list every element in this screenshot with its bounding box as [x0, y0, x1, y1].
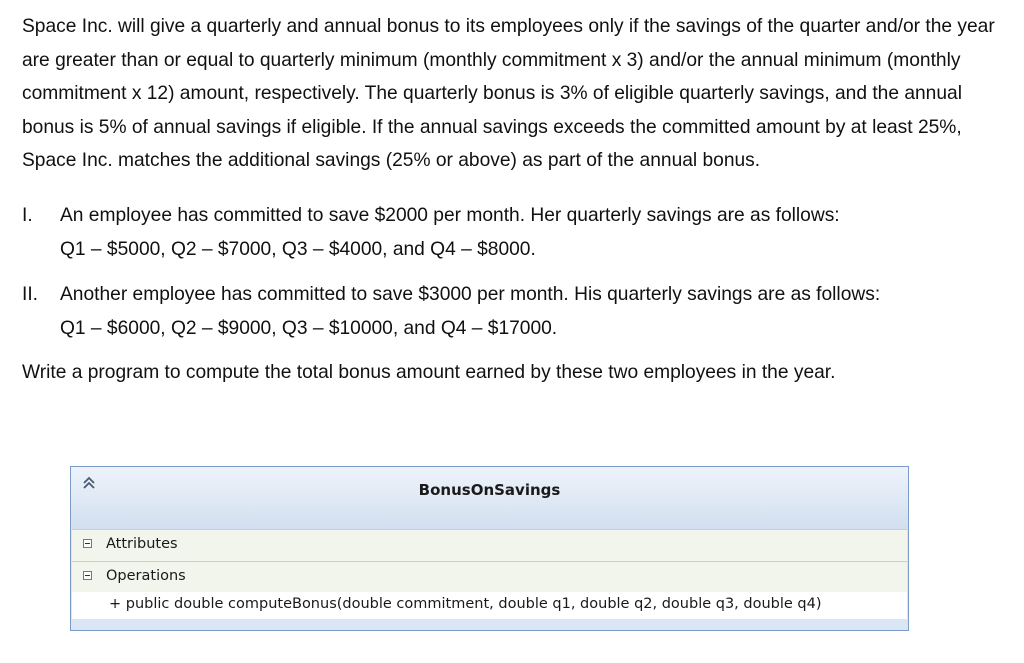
list-marker: I.: [22, 204, 33, 226]
list-item: [22, 278, 1007, 345]
list-item-line: Q1 – $6000, Q2 – $9000, Q3 – $10000, and Q4 – $17000.: [60, 317, 558, 339]
operations-section: [72, 561, 907, 592]
list-item-line: Q1 – $5000, Q2 – $7000, Q3 – $4000, and Q4 – $8000.: [60, 238, 536, 260]
uml-class-header: [71, 467, 908, 529]
document: [22, 10, 1007, 409]
operations-label: Operations: [106, 568, 186, 584]
class-name: BonusOnSavings: [418, 481, 561, 499]
uml-class-box: [70, 466, 909, 631]
collapse-toggle-icon[interactable]: [83, 539, 92, 548]
operation-signature: + public double computeBonus(double commitment, double q1, double q2, double q3, double q4): [109, 596, 822, 612]
collapse-toggle-icon[interactable]: [83, 571, 92, 580]
list-item-line: An employee has committed to save $2000 per month. Her quarterly savings are as follows:: [60, 204, 840, 226]
attributes-label: Attributes: [106, 536, 178, 552]
intro-paragraph: Space Inc. will give a quarterly and annual bonus to its employees only if the savings of the quarter and/or the year are greater than or equal to quarterly minimum (monthly commitment x 3) and/or the annual minimum (monthly commitment x 12) amount, respectively. The quarterly bonus is 3% of eligible quarterly savings, and the annual bonus is 5% of annual savings if eligible. If the annual savings exceeds the committed amount by at least 25%, Space Inc. matches the additional savings (25% or above) as part of the annual bonus.: [22, 16, 995, 172]
list-item: [22, 199, 1007, 266]
question-text: Write a program to compute the total bonus amount earned by these two employees in the year.: [22, 362, 836, 384]
list-item-line: Another employee has committed to save $3000 per month. His quarterly savings are as follows:: [60, 284, 881, 306]
attributes-section: [72, 529, 907, 561]
employee-list: [22, 199, 1007, 345]
list-marker: II.: [22, 284, 38, 306]
operation-row: [72, 592, 907, 619]
